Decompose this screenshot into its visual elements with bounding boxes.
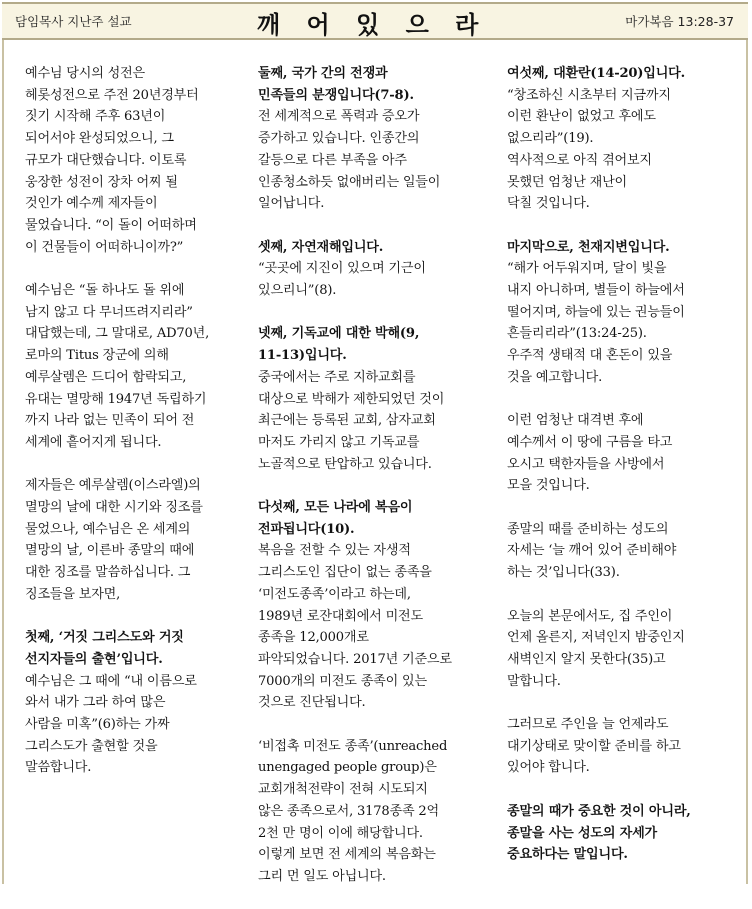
text-line: ‘미전도종족’이라고 하는데, <box>258 586 411 602</box>
text-line: “창조하신 시초부터 지금까지 <box>507 87 671 103</box>
paragraph <box>25 475 235 605</box>
heading-line: 종말을 사는 성도의 자세가 <box>507 825 658 841</box>
paragraph <box>258 497 483 714</box>
header-category: 담임목사 지난주 설교 <box>15 14 132 29</box>
text-line: 떨어지며, 하늘에 있는 권능들이 <box>507 304 685 320</box>
column-2 <box>258 63 483 909</box>
text-line: 세계에 흩어지게 됩니다. <box>25 434 162 450</box>
text-line: 없으리라”(19). <box>507 131 594 147</box>
text-line: 1989년 로잔대회에서 미전도 <box>258 608 423 624</box>
text-line: 새벽인지 알지 못한다(35)고 <box>507 651 666 667</box>
text-line: 물었으나, 예수님은 온 세계의 <box>25 521 191 537</box>
heading-line: 넷째, 기독교에 대한 박해(9, <box>258 326 420 342</box>
heading-line: 선지자들의 출현’입니다. <box>25 651 163 667</box>
text-line: 마저도 가리지 않고 기독교를 <box>258 434 420 450</box>
text-line: 대한 징조를 말씀하십니다. 그 <box>25 565 191 581</box>
header-bar <box>2 2 748 40</box>
paragraph <box>507 801 729 866</box>
text-line: 종말의 때를 준비하는 성도의 <box>507 521 669 537</box>
text-line: “해가 어두워지며, 달이 빛을 <box>507 261 667 277</box>
text-line: 짓기 시작해 주후 63년이 <box>25 109 166 125</box>
text-line: 파악되었습니다. 2017년 기준으로 <box>258 651 452 667</box>
heading-line: 11-13)입니다. <box>258 348 347 364</box>
text-line: 역사적으로 아직 겪어보지 <box>507 152 652 168</box>
text-line: 최근에는 등록된 교회, 삼자교회 <box>258 413 436 429</box>
text-line: 예루살렘은 드디어 함락되고, <box>25 369 187 385</box>
column-3 <box>507 63 729 888</box>
text-line: 오시고 택한자들을 사방에서 <box>507 456 665 472</box>
paragraph <box>507 714 729 779</box>
paragraph <box>507 237 729 389</box>
text-line: 오늘의 본문에서도, 집 주인이 <box>507 608 673 624</box>
text-line: 그리 먼 일도 아닙니다. <box>258 868 386 884</box>
paragraph <box>25 627 235 779</box>
text-line: 사람을 미혹”(6)하는 가짜 <box>25 717 170 733</box>
text-line: 예수님 당시의 성전은 <box>25 66 145 81</box>
text-line: 이런 환난이 없었고 후에도 <box>507 109 656 125</box>
text-line: 모을 것입니다. <box>507 478 590 494</box>
heading-line: 셋째, 자연재해입니다. <box>258 239 384 255</box>
heading-line: 둘째, 국가 간의 전쟁과 <box>258 66 388 81</box>
text-line: 규모가 대단했습니다. 이토록 <box>25 152 187 168</box>
text-line: 그러므로 주인을 늘 언제라도 <box>507 717 669 733</box>
text-line: 언제 올른지, 저녁인지 밤중인지 <box>507 630 685 646</box>
text-line: 되어서야 완성되었으니, 그 <box>25 131 174 147</box>
heading-line: 마지막으로, 천재지변입니다. <box>507 239 670 255</box>
text-line: 유대는 멸망해 1947년 독립하기 <box>25 391 207 407</box>
text-line: 하는 것’입니다(33). <box>507 565 620 581</box>
heading-line: 민족들의 분쟁입니다(7-8). <box>258 87 414 103</box>
text-line: 그리스도인 집단이 없는 종족을 <box>258 565 432 581</box>
heading-line: 첫째, ‘거짓 그리스도와 거짓 <box>25 630 184 646</box>
paragraph <box>25 63 235 258</box>
text-line: “곳곳에 지진이 있으며 기근이 <box>258 261 426 277</box>
paragraph <box>258 237 483 302</box>
text-line: 예수님은 “돌 하나도 돌 위에 <box>25 283 185 299</box>
paragraph <box>25 280 235 454</box>
column-1 <box>25 63 235 801</box>
text-line: 7000개의 미전도 종족이 있는 <box>258 673 427 689</box>
heading-line: 다섯째, 모든 나라에 복음이 <box>258 500 413 516</box>
sermon-title: 깨 어 있 으 라 <box>257 10 488 39</box>
text-line: 대상으로 박해가 제한되었던 것이 <box>258 391 445 407</box>
text-line: 복음을 전할 수 있는 자생적 <box>258 543 411 559</box>
text-line: 있으리니”(8). <box>258 283 337 299</box>
paragraph <box>507 519 729 584</box>
text-line: 징조들을 보자면, <box>25 586 121 602</box>
text-line: 교회개척전략이 전혀 시도되지 <box>258 782 428 798</box>
text-line: 있어야 합니다. <box>507 760 590 776</box>
text-line: 헤롯성전으로 주전 20년경부터 <box>25 87 199 103</box>
text-line: 인종청소하듯 없애버리는 일들이 <box>258 174 441 190</box>
text-line: 예수께서 이 땅에 구름을 타고 <box>507 434 673 450</box>
paragraph <box>258 63 483 215</box>
text-line: 노골적으로 탄압하고 있습니다. <box>258 456 432 472</box>
text-line: 일어납니다. <box>258 196 325 212</box>
text-line: 증가하고 있습니다. 인종간의 <box>258 131 420 147</box>
text-line: 말합니다. <box>507 673 561 689</box>
text-line: 자세는 ‘늘 깨어 있어 준비해야 <box>507 543 677 559</box>
text-line: 멸망의 날에 대한 시기와 징조를 <box>25 500 203 516</box>
text-line: 대답했는데, 그 말대로, AD70년, <box>25 326 210 342</box>
text-line: unengaged people group)은 <box>258 760 437 776</box>
text-line: 2천 만 명이 이에 해당합니다. <box>258 825 423 841</box>
text-line: 이런 엄청난 대격변 후에 <box>507 413 644 429</box>
paragraph <box>507 606 729 693</box>
text-line: 까지 나라 없는 민족이 되어 전 <box>25 413 195 429</box>
text-line: 멸망의 날, 이른바 종말의 때에 <box>25 543 195 559</box>
paragraph <box>507 63 729 215</box>
text-line: 내지 아니하며, 별들이 하늘에서 <box>507 283 685 299</box>
text-line: 흔들리리라”(13:24-25). <box>507 326 647 342</box>
paragraph <box>258 736 483 888</box>
text-line: 예수님은 그 때에 “내 이름으로 <box>25 673 197 689</box>
text-line: 물었습니다. “이 돌이 어떠하며 <box>25 217 197 233</box>
heading-line: 전파됩니다(10). <box>258 521 355 537</box>
text-line: 웅장한 성전이 장차 어찌 될 <box>25 174 178 190</box>
text-line: ‘비접촉 미전도 종족’(unreached <box>258 738 448 754</box>
text-line: 중국에서는 주로 지하교회를 <box>258 369 416 385</box>
text-line: 않은 종족으로서, 3178종족 2억 <box>258 803 439 819</box>
text-line: 것을 예고합니다. <box>507 369 603 385</box>
text-line: 제자들은 예루살렘(이스라엘)의 <box>25 478 201 494</box>
paragraph <box>258 323 483 475</box>
paragraph <box>507 410 729 497</box>
text-line: 전 세계적으로 폭력과 증오가 <box>258 109 420 125</box>
text-line: 로마의 Titus 장군에 의해 <box>25 348 169 364</box>
heading-line: 종말의 때가 중요한 것이 아니라, <box>507 803 691 819</box>
heading-line: 여섯째, 대환란(14-20)입니다. <box>507 66 685 81</box>
text-line: 닥칠 것입니다. <box>507 196 590 212</box>
text-line: 것인가 예수께 제자들이 <box>25 196 158 212</box>
text-line: 갈등으로 다른 부족을 아주 <box>258 152 407 168</box>
text-line: 남지 않고 다 무너뜨려지리라” <box>25 304 193 320</box>
text-line: 말씀합니다. <box>25 760 92 776</box>
text-line: 종족을 12,000개로 <box>258 630 369 646</box>
text-line: 것으로 진단됩니다. <box>258 695 366 711</box>
text-line: 이 건물들이 어떠하니이까?” <box>25 239 184 255</box>
text-line: 그리스도가 출현할 것을 <box>25 738 158 754</box>
text-line: 못했던 엄청난 재난이 <box>507 174 627 190</box>
text-line: 우주적 생태적 대 혼돈이 있을 <box>507 348 673 364</box>
text-line: 이렇게 보면 전 세계의 복음화는 <box>258 847 436 863</box>
text-line: 와서 내가 그라 하여 많은 <box>25 695 166 711</box>
heading-line: 중요하다는 말입니다. <box>507 847 628 863</box>
text-line: 대기상태로 맞이할 준비를 하고 <box>507 738 681 754</box>
scripture-reference: 마가복음 13:28-37 <box>625 14 734 29</box>
